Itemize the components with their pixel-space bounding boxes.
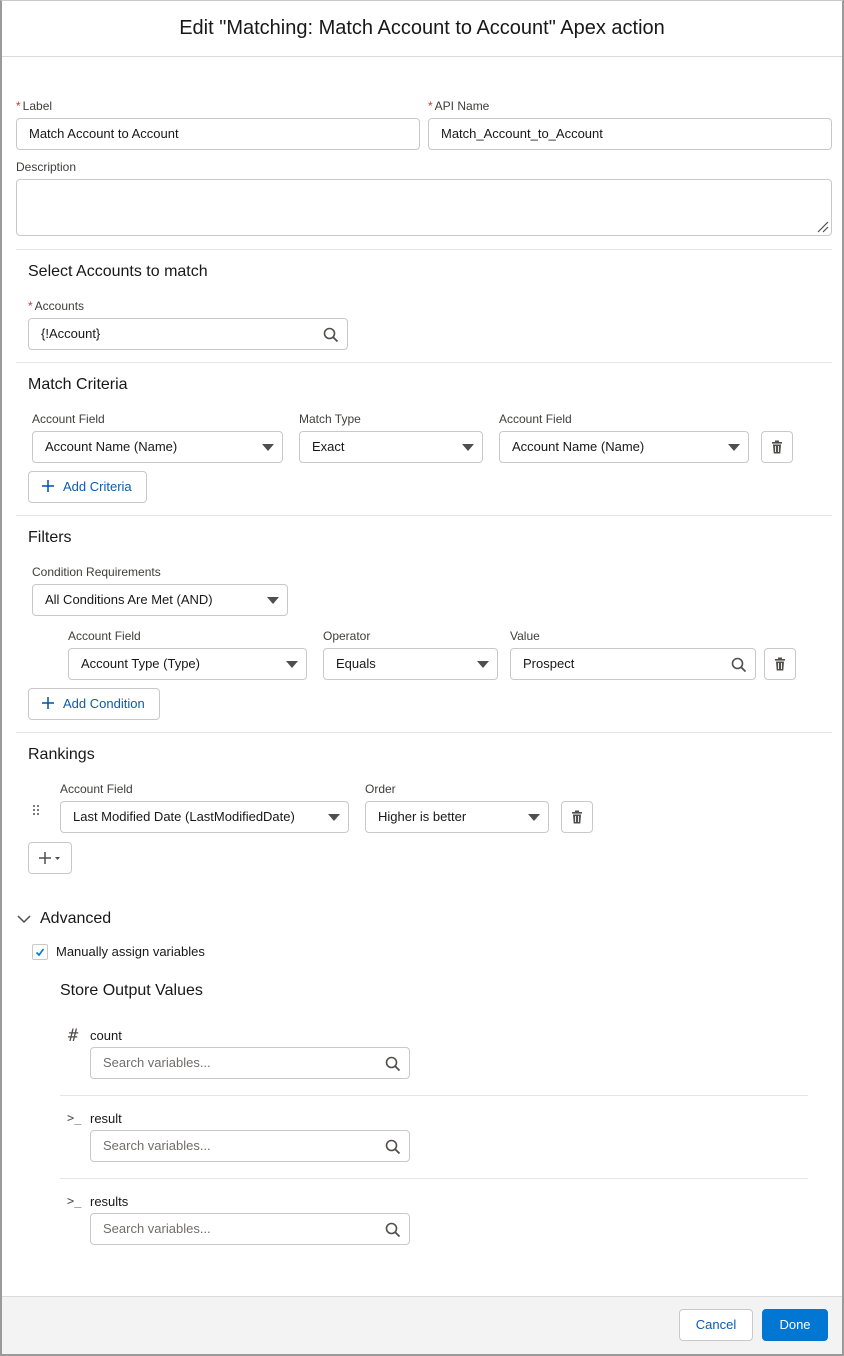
modal-header <box>2 1 842 57</box>
search-icon <box>385 1056 401 1072</box>
trash-icon <box>770 440 784 454</box>
search-placeholder: Search variables... <box>103 1055 211 1070</box>
required-marker: * <box>428 99 433 113</box>
store-output-values-title: Store Output Values <box>60 982 203 999</box>
chevron-down-icon[interactable] <box>17 914 31 924</box>
rankings-title: Rankings <box>28 746 95 763</box>
api-name-field-label: * API Name <box>428 99 490 113</box>
accounts-lookup-input[interactable] <box>28 318 348 350</box>
output-name-count: count <box>90 1028 122 1043</box>
chevron-down-icon <box>462 444 474 451</box>
accounts-field-label: * Accounts <box>28 299 85 313</box>
add-ranking-menu-button[interactable] <box>28 842 72 874</box>
output-name-results: results <box>90 1194 129 1209</box>
done-button[interactable]: Done <box>762 1309 828 1341</box>
ranking-order-select[interactable]: Higher is better <box>365 801 549 833</box>
required-marker: * <box>16 99 21 113</box>
chevron-down-icon <box>328 814 340 821</box>
criteria-account-field-2-select[interactable]: Account Name (Name) <box>499 431 749 463</box>
chevron-down-icon <box>286 661 298 668</box>
result-variable-search-input[interactable] <box>90 1130 410 1162</box>
cancel-button[interactable]: Cancel <box>679 1309 753 1341</box>
search-placeholder: Search variables... <box>103 1221 211 1236</box>
filter-account-field-select[interactable]: Account Type (Type) <box>68 648 307 680</box>
search-icon <box>385 1222 401 1238</box>
filter-operator-select[interactable]: Equals <box>323 648 498 680</box>
add-condition-button[interactable]: Add Condition <box>28 688 160 720</box>
output-name-result: result <box>90 1111 122 1126</box>
delete-ranking-button[interactable] <box>561 801 593 833</box>
api-name-input[interactable]: Match_Account_to_Account <box>428 118 832 150</box>
section-divider <box>16 249 832 250</box>
chevron-down-icon <box>267 597 279 604</box>
chevron-down-icon <box>262 444 274 451</box>
modal-title: Edit "Matching: Match Account to Account" Apex action <box>179 17 665 39</box>
filter-col-operator-label: Operator <box>323 629 371 643</box>
section-divider <box>16 732 832 733</box>
section-divider <box>16 515 832 516</box>
plus-icon <box>41 696 55 710</box>
filter-col-account-field-label: Account Field <box>68 629 141 643</box>
add-criteria-button[interactable]: Add Criteria <box>28 471 147 503</box>
manually-assign-checkbox[interactable] <box>32 944 48 960</box>
accounts-value: {!Account} <box>41 326 101 341</box>
manually-assign-label: Manually assign variables <box>56 944 205 959</box>
search-icon <box>731 657 747 673</box>
advanced-section-toggle[interactable]: Advanced <box>40 910 112 927</box>
criteria-match-type-select[interactable]: Exact <box>299 431 483 463</box>
criteria-account-field-select[interactable]: Account Name (Name) <box>32 431 283 463</box>
description-field-label: Description <box>16 160 77 174</box>
filter-col-value-label: Value <box>510 629 540 643</box>
modal-footer <box>2 1296 842 1354</box>
delete-condition-button[interactable] <box>764 648 796 680</box>
label-field-label: * Label <box>16 99 53 113</box>
filters-title: Filters <box>28 529 72 546</box>
search-icon <box>385 1139 401 1155</box>
resize-handle-icon[interactable] <box>815 219 829 233</box>
trash-icon <box>773 657 787 671</box>
number-type-icon: # <box>68 1026 79 1046</box>
condition-requirements-label: Condition Requirements <box>32 565 161 579</box>
checkmark-icon <box>35 947 45 957</box>
filter-value-text: Prospect <box>523 656 575 671</box>
criteria-col-account-field-2-label: Account Field <box>499 412 572 426</box>
chevron-down-icon <box>477 661 489 668</box>
count-variable-search-input[interactable] <box>90 1047 410 1079</box>
delete-criteria-button[interactable] <box>761 431 793 463</box>
apex-type-icon: >_ <box>67 1194 82 1208</box>
condition-requirements-select[interactable]: All Conditions Are Met (AND) <box>32 584 288 616</box>
description-textarea[interactable] <box>16 179 832 236</box>
label-input[interactable]: Match Account to Account <box>16 118 420 150</box>
match-criteria-title: Match Criteria <box>28 376 128 393</box>
plus-dropdown-icon <box>38 851 62 865</box>
trash-icon <box>570 810 584 824</box>
required-marker: * <box>28 299 33 313</box>
results-variable-search-input[interactable] <box>90 1213 410 1245</box>
search-icon <box>323 327 339 343</box>
apex-type-icon: >_ <box>67 1111 82 1125</box>
search-placeholder: Search variables... <box>103 1138 211 1153</box>
ranking-col-order-label: Order <box>365 782 396 796</box>
ranking-account-field-select[interactable]: Last Modified Date (LastModifiedDate) <box>60 801 349 833</box>
criteria-col-match-type-label: Match Type <box>299 412 361 426</box>
plus-icon <box>41 479 55 493</box>
drag-handle-icon[interactable] <box>32 804 40 818</box>
filter-value-input[interactable] <box>510 648 756 680</box>
ranking-col-account-field-label: Account Field <box>60 782 133 796</box>
chevron-down-icon <box>728 444 740 451</box>
select-accounts-title: Select Accounts to match <box>28 263 208 280</box>
section-divider <box>16 362 832 363</box>
output-divider <box>60 1178 808 1179</box>
output-divider <box>60 1095 808 1096</box>
criteria-col-account-field-label: Account Field <box>32 412 105 426</box>
chevron-down-icon <box>528 814 540 821</box>
